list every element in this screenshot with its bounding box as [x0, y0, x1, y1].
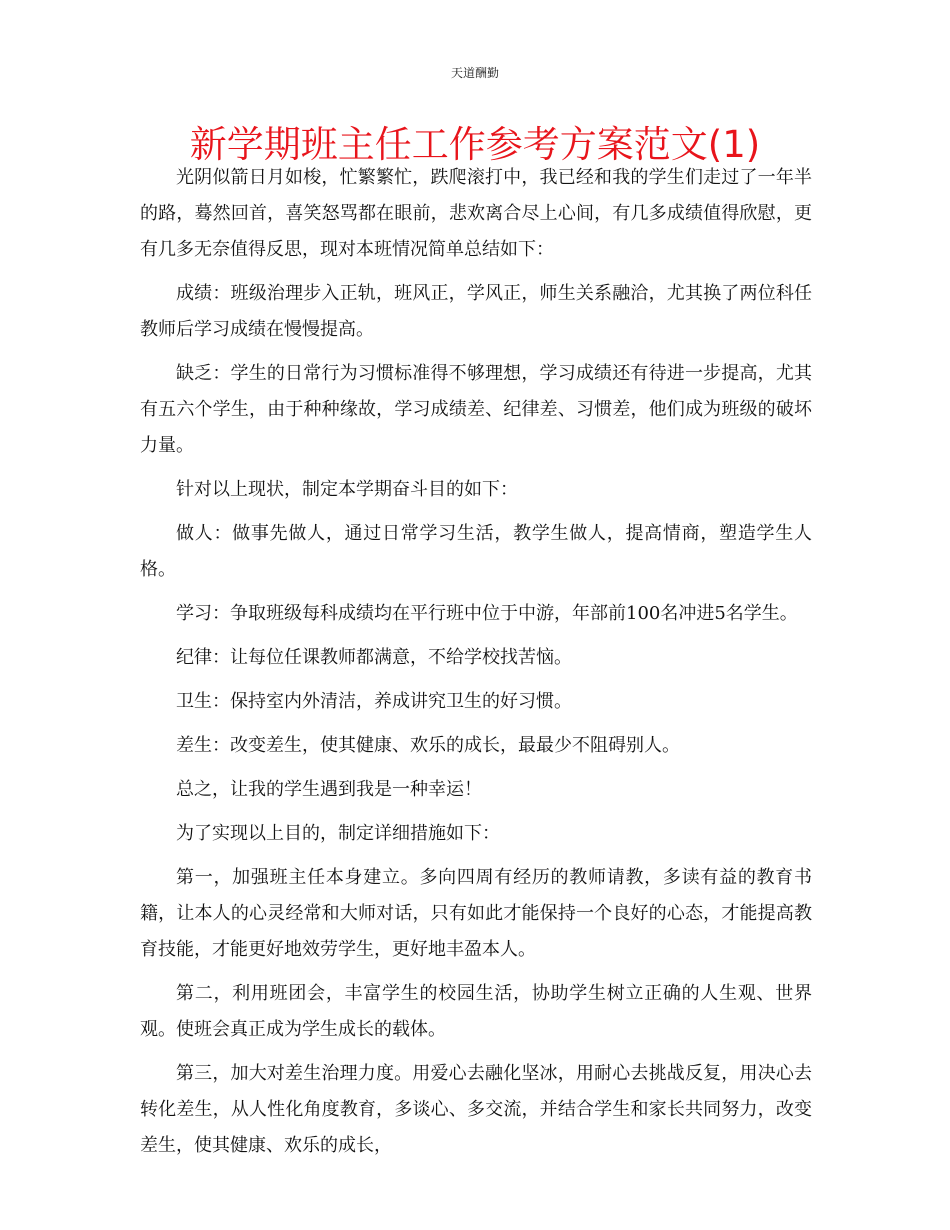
paragraph-summary: 总之，让我的学生遇到我是一种幸运！	[176, 779, 482, 800]
paragraph-shortcomings: 缺乏：学生的日常行为习惯标准得不够理想，学习成绩还有待进一步提高，尤其有五六个学生，由于种种缘故，学习成绩差、纪律差、习惯差，他们成为班级的破坏力量。	[140, 363, 812, 456]
paragraph-measures-intro: 为了实现以上目的，制定详细措施如下：	[176, 823, 500, 844]
paragraph-goal-weak-students: 差生：改变差生，使其健康、欢乐的成长，最最少不阻碍别人。	[176, 735, 680, 756]
paragraph-goals-intro: 针对以上现状，制定本学期奋斗目的如下：	[176, 479, 518, 500]
paragraph-goal-hygiene: 卫生：保持室内外清洁，养成讲究卫生的好习惯。	[176, 691, 572, 712]
document-title: 新学期班主任工作参考方案范文(1)	[189, 123, 761, 166]
paragraph-measure-1: 第一，加强班主任本身建立。多向四周有经历的教师请教，多读有益的教育书籍，让本人的心灵经常和大师对话，只有如此才能保持一个良好的心态，才能提高教育技能，才能更好地效劳学生，更好地丰盈本人。	[140, 867, 812, 960]
paragraph-goal-study: 学习：争取班级每科成绩均在平行班中位于中游，年部前100名冲进5名学生。	[176, 603, 798, 624]
document-body	[140, 160, 812, 1172]
page-header: 天道酬勤	[450, 66, 499, 80]
paragraph-intro: 光阴似箭日月如梭，忙繁繁忙，跌爬滚打中，我已经和我的学生们走过了一年半的路，蓦然回首，喜笑怒骂都在眼前，悲欢离合尽上心间，有几多成绩值得欣慰，更有几多无奈值得反思，现对本班情况简单总结如下：	[140, 167, 812, 260]
paragraph-achievements: 成绩：班级治理步入正轨，班风正，学风正，师生关系融洽，尤其换了两位科任教师后学习成绩在慢慢提高。	[140, 283, 812, 340]
paragraph-measure-3: 第三，加大对差生治理力度。用爱心去融化坚冰，用耐心去挑战反复，用决心去转化差生，从人性化角度教育，多谈心、多交流，并结合学生和家长共同努力，改变差生，使其健康、欢乐的成长，	[140, 1063, 812, 1156]
paragraph-goal-discipline: 纪律：让每位任课教师都满意，不给学校找苦恼。	[176, 647, 572, 668]
paragraph-goal-character: 做人：做事先做人，通过日常学习生活，教学生做人，提高情商，塑造学生人格。	[140, 523, 812, 580]
paragraph-measure-2: 第二，利用班团会，丰富学生的校园生活，协助学生树立正确的人生观、世界观。使班会真正成为学生成长的载体。	[140, 983, 812, 1040]
